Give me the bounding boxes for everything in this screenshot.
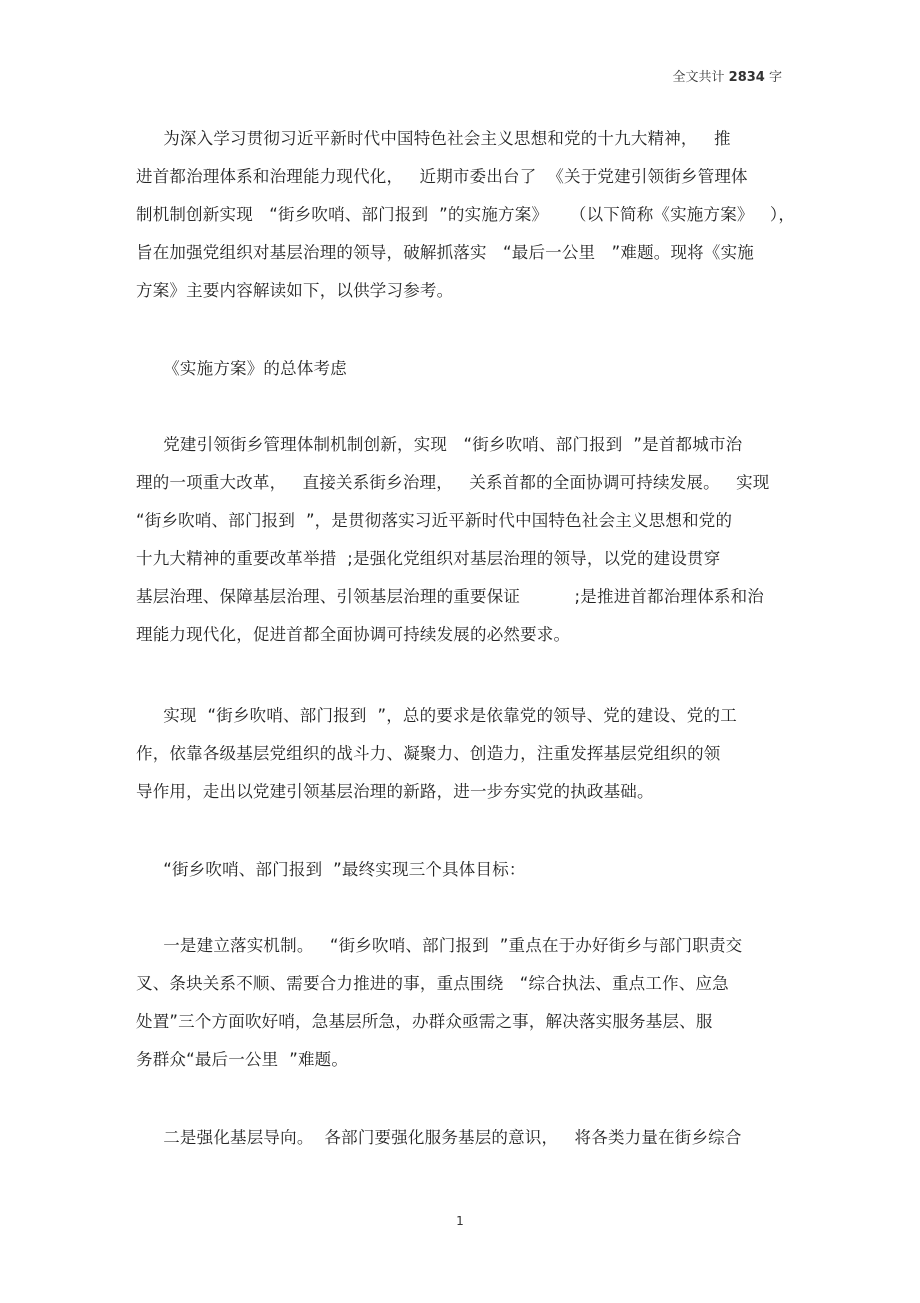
paragraph-overall [136, 426, 796, 654]
text-line: 制机制创新实现 “街乡吹哨、部门报到 ”的实施方案》 （以下简称《实施方案》 ）， [136, 205, 796, 224]
text-line: 作，依靠各级基层党组织的战斗力、凝聚力、创造力，注重发挥基层党组织的领 [136, 744, 721, 763]
paragraph-intro [136, 120, 796, 310]
text-line: 方案》主要内容解读如下，以供学习参考。 [136, 281, 454, 300]
section-goals-heading [136, 851, 796, 889]
page-number: 1 [456, 1214, 464, 1228]
text-line: 叉、条块关系不顺、需要合力推进的事，重点围绕 “综合执法、重点工作、应急 [136, 974, 729, 993]
text-line: 理的一项重大改革， 直接关系街乡治理， 关系首都的全面协调可持续发展。 实现 [136, 473, 770, 492]
text-line: 党建引领街乡管理体制机制创新，实现 “街乡吹哨、部门报到 ”是首都城市治 [136, 435, 743, 454]
text-line: 旨在加强党组织对基层治理的领导，破解抓落实 “最后一公里 ”难题。现将《实施 [136, 243, 754, 262]
text-line: “街乡吹哨、部门报到 ”最终实现三个具体目标： [136, 860, 526, 879]
word-count-prefix: 全文共计 [672, 70, 725, 85]
text-line: 为深入学习贯彻习近平新时代中国特色社会主义思想和党的十九大精神， 推 [136, 129, 731, 148]
paragraph-requirements [136, 697, 796, 811]
text-line: “街乡吹哨、部门报到 ”，是贯彻落实习近平新时代中国特色社会主义思想和党的 [136, 511, 733, 530]
text-line: 进首都治理体系和治理能力现代化， 近期市委出台了 《关于党建引领街乡管理体 [136, 167, 748, 186]
text-line: 处置”三个方面吹好哨，急基层所急，办群众亟需之事，解决落实服务基层、服 [136, 1012, 713, 1031]
section-heading [136, 350, 796, 388]
word-count-suffix: 字 [768, 70, 782, 85]
text-line: 二是强化基层导向。 各部门要强化服务基层的意识， 将各类力量在街乡综合 [136, 1128, 742, 1147]
text-line: 十九大精神的重要改革举措 ;是强化党组织对基层治理的领导，以党的建设贯穿 [136, 549, 721, 568]
text-line: 实现 “街乡吹哨、部门报到 ”，总的要求是依靠党的领导、党的建设、党的工 [136, 706, 737, 725]
word-count-value: 2834 [728, 70, 765, 85]
text-line: 导作用，走出以党建引领基层治理的新路，进一步夯实党的执政基础。 [136, 782, 654, 801]
paragraph-goal-two [136, 1119, 796, 1157]
text-line: 理能力现代化，促进首都全面协调可持续发展的必然要求。 [136, 625, 571, 644]
paragraph-goal-one [136, 927, 796, 1079]
text-line: 一是建立落实机制。 “街乡吹哨、部门报到 ”重点在于办好街乡与部门职责交 [136, 936, 743, 955]
text-line: 务群众“最后一公里 ”难题。 [136, 1050, 349, 1069]
word-count [673, 66, 783, 85]
text-line: 基层治理、保障基层治理、引领基层治理的重要保证 ;是推进首都治理体系和治 [136, 587, 765, 606]
text-line: 《实施方案》的总体考虑 [136, 359, 347, 378]
